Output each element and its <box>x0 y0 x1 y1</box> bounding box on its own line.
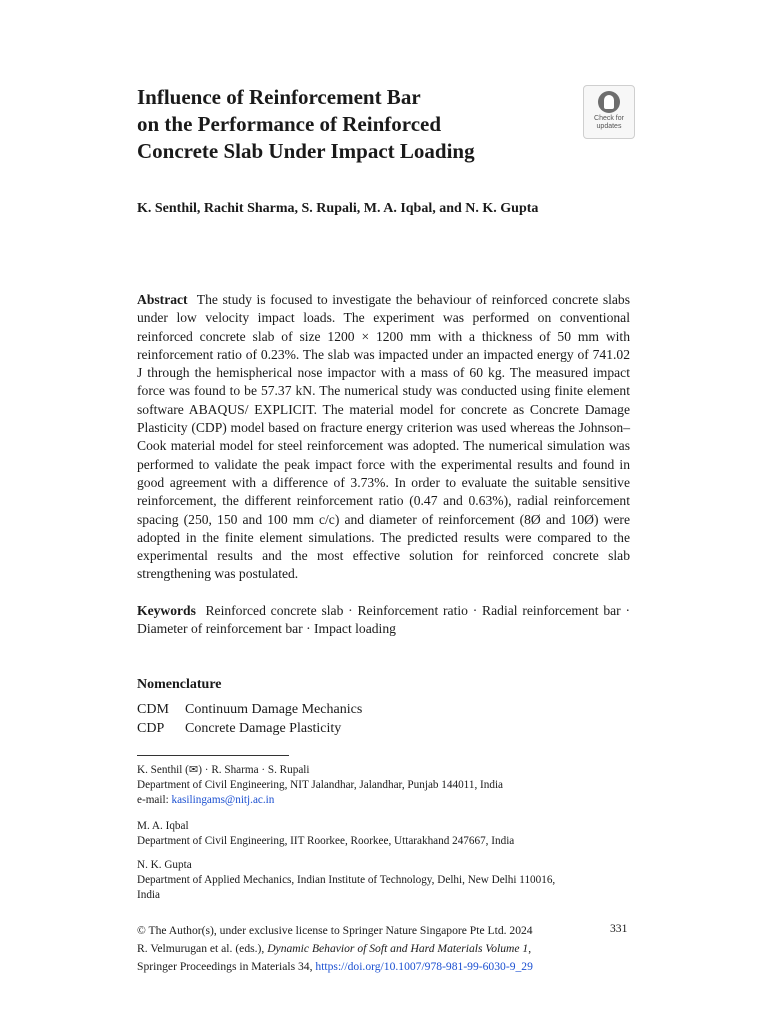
editors-text: R. Velmurugan et al. (eds.), <box>137 942 268 955</box>
affiliation-3-department: Department of Applied Mechanics, Indian Institute of Technology, Delhi, New Delhi 110016, <box>137 874 556 886</box>
book-title: Dynamic Behavior of Soft and Hard Materials Volume 1 <box>267 942 529 955</box>
nomenclature-row <box>137 721 341 737</box>
affiliation-2-author: M. A. Iqbal <box>137 820 189 832</box>
nomenclature-desc: Continuum Damage Mechanics <box>185 702 363 717</box>
check-for-updates-badge[interactable] <box>583 85 635 139</box>
publication-footer <box>137 922 632 976</box>
copyright-line: © The Author(s), under exclusive license to Springer Nature Singapore Pte Ltd. 2024 <box>137 924 533 937</box>
nomenclature-abbr: CDM <box>137 702 169 717</box>
keywords-section <box>137 602 630 639</box>
footnote-divider <box>137 755 289 756</box>
keywords-label: Keywords <box>137 603 196 618</box>
title-line-1: Influence of Reinforcement Bar <box>137 85 421 109</box>
check-for-updates-icon <box>598 91 620 113</box>
nomenclature-heading: Nomenclature <box>137 677 222 692</box>
affiliation-1-email-line <box>137 793 627 808</box>
keywords-text: Reinforced concrete slab · Reinforcement ratio · Radial reinforcement bar · Diameter of reinforcement bar · Impact loading <box>137 603 631 637</box>
abstract-label: Abstract <box>137 292 188 307</box>
affiliation-3 <box>137 858 627 903</box>
series-line <box>137 958 632 976</box>
citation-comma: , <box>528 942 532 955</box>
email-label: e-mail: <box>137 794 172 806</box>
nomenclature-row <box>137 702 362 718</box>
author-list: K. Senthil, Rachit Sharma, S. Rupali, M. A. Iqbal, and N. K. Gupta <box>137 201 539 216</box>
affiliation-3-country: India <box>137 889 160 901</box>
affiliation-1 <box>137 763 627 808</box>
paper-title <box>137 84 567 165</box>
email-link[interactable]: kasilingams@nitj.ac.in <box>171 794 275 806</box>
book-citation-line <box>137 940 632 958</box>
title-line-2: on the Performance of Reinforced <box>137 112 442 136</box>
affiliation-1-authors: K. Senthil (✉) · R. Sharma · S. Rupali <box>137 764 310 776</box>
series-text: Springer Proceedings in Materials 34, <box>137 960 316 973</box>
doi-link[interactable]: https://doi.org/10.1007/978-981-99-6030-9_29 <box>315 960 533 973</box>
affiliation-2 <box>137 819 627 849</box>
abstract-section <box>137 291 630 584</box>
nomenclature-abbr: CDP <box>137 721 165 736</box>
badge-label-line-1: Check for <box>594 115 624 122</box>
page-number: 331 <box>610 922 628 935</box>
nomenclature-desc: Concrete Damage Plasticity <box>185 721 342 736</box>
affiliation-3-author: N. K. Gupta <box>137 859 192 871</box>
abstract-text: The study is focused to investigate the behaviour of reinforced concrete slabs under low velocity impact loads. The experiment was performed on conventional reinforced concrete slab of size 1200 × 1200 mm with a thickness of 50 mm with reinforcement ratio of 0.23%. The slab was impacted under an impacted energy of 741.02 J through the hemispherical nose impactor with a mass of 60 kg. The measured impact force was found to be 57.37 kN. The numerical study was conducted using finite element software ABAQUS/ EXPLICIT. The material model for concrete as Concrete Damage Plasticity (CDP) model based on fracture energy criterion was used whereas the Johnson–Cook material model for steel reinforcement was adopted. The numerical simulation was performed to validate the peak impact force with the experimental results and found in good agreement with a difference of 3.73%. In order to evaluate the suitable sensitive reinforcement, the different reinforcement ratio (0.47 and 0.63%), radial reinforcement spacing (250, 150 and 100 mm c/c) and diameter of reinforcement (8Ø and 10Ø) were adopted in the finite element simulations. The predicted results were compared to the experimental results and the most effective solution for reinforced concrete slab strengthening was postulated. <box>137 292 631 582</box>
title-line-3: Concrete Slab Under Impact Loading <box>137 139 475 163</box>
badge-label-line-2: updates <box>596 123 622 130</box>
affiliation-2-department: Department of Civil Engineering, IIT Roorkee, Roorkee, Uttarakhand 247667, India <box>137 835 515 847</box>
affiliation-1-department: Department of Civil Engineering, NIT Jalandhar, Jalandhar, Punjab 144011, India <box>137 779 504 791</box>
